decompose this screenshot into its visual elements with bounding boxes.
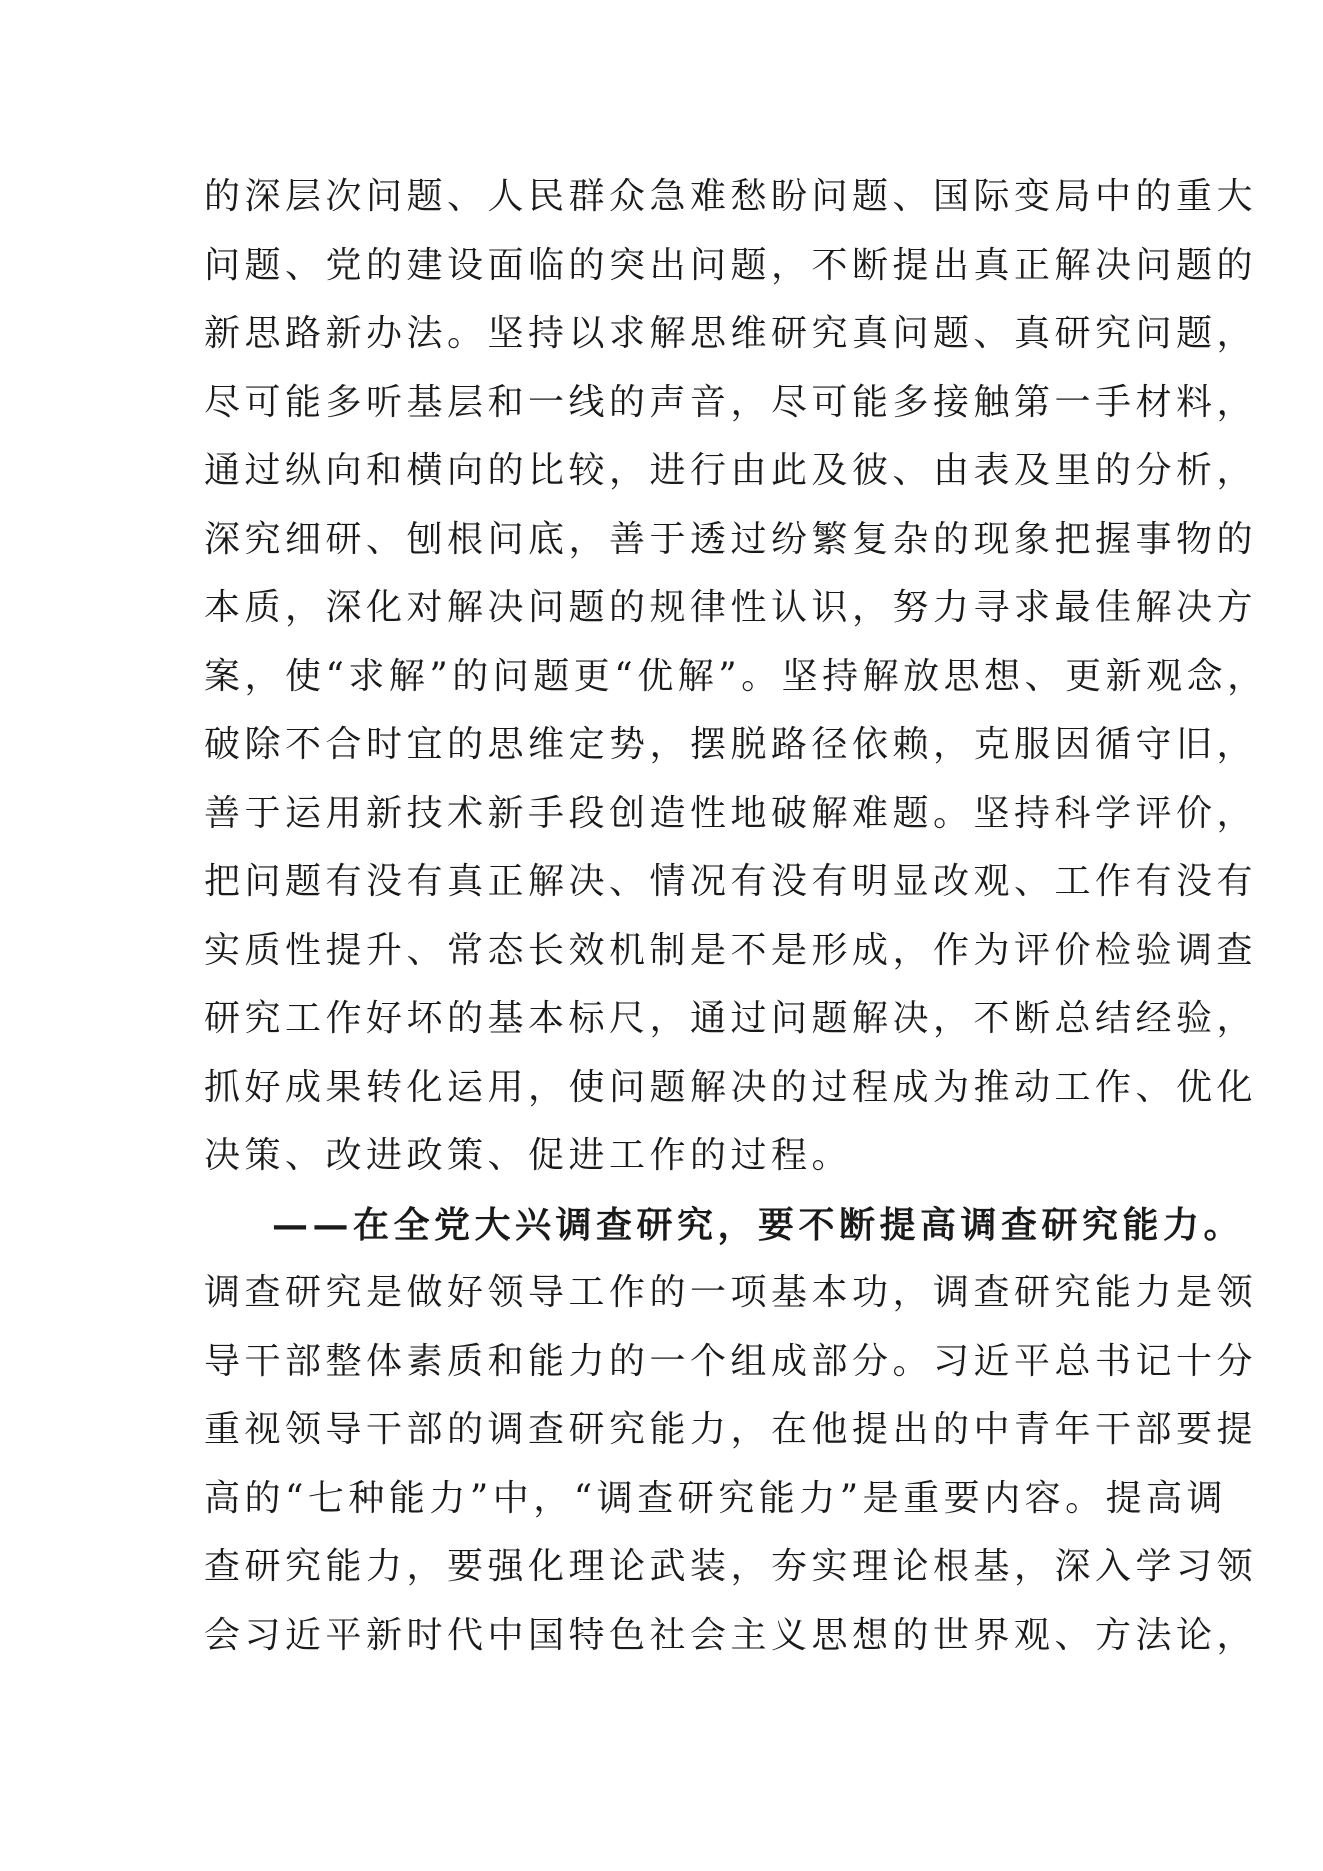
text-line: 高的“七种能力”中，“调查研究能力”是重要内容。提高调 [204, 1477, 1228, 1519]
text-line: 决策、改进政策、促进工作的过程。 [204, 1135, 853, 1176]
text-line: 通过纵向和横向的比较，进行由此及彼、由表及里的分析， [204, 450, 1258, 491]
text-line: 研究工作好坏的基本标尺，通过问题解决，不断总结经验， [204, 998, 1258, 1039]
text-line: 重视领导干部的调查研究能力，在他提出的中青年干部要提 [204, 1409, 1258, 1450]
text-line: 导干部整体素质和能力的一个组成部分。习近平总书记十分 [204, 1340, 1258, 1382]
text-line: 的深层次问题、人民群众急难愁盼问题、国际变局中的重大 [204, 176, 1258, 217]
text-line: 深究细研、刨根问底，善于透过纷繁复杂的现象把握事物的 [204, 518, 1258, 560]
text-line: 案，使“求解”的问题更“优解”。坚持解放思想、更新观念， [204, 655, 1268, 697]
text-line: 实质性提升、常态长效机制是不是形成，作为评价检验调查 [204, 929, 1258, 971]
text-line: 把问题有没有真正解决、情况有没有明显改观、工作有没有 [204, 861, 1258, 902]
text-line: 查研究能力，要强化理论武装，夯实理论根基，深入学习领 [204, 1546, 1258, 1587]
text-line: 破除不合时宜的思维定势，摆脱路径依赖，克服因循守旧， [204, 724, 1258, 765]
text-line: 调查研究是做好领导工作的一项基本功，调查研究能力是领 [204, 1272, 1258, 1313]
text-line: 抓好成果转化运用，使问题解决的过程成为推动工作、优化 [204, 1066, 1258, 1108]
text-line: 问题、党的建设面临的突出问题，不断提出真正解决问题的 [204, 244, 1258, 286]
text-line: 善于运用新技术新手段创造性地破解难题。坚持科学评价， [204, 792, 1258, 834]
text-line: 会习近平新时代中国特色社会主义思想的世界观、方法论， [204, 1614, 1258, 1656]
text-line: 尽可能多听基层和一线的声音，尽可能多接触第一手材料， [204, 381, 1258, 423]
body-text [204, 163, 1268, 1670]
text-line: 本质，深化对解决问题的规律性认识，努力寻求最佳解决方 [204, 587, 1258, 628]
section-heading: ——在全党大兴调查研究，要不断提高调查研究能力。 [272, 1203, 1245, 1246]
text-line: 新思路新办法。坚持以求解思维研究真问题、真研究问题， [204, 313, 1258, 354]
